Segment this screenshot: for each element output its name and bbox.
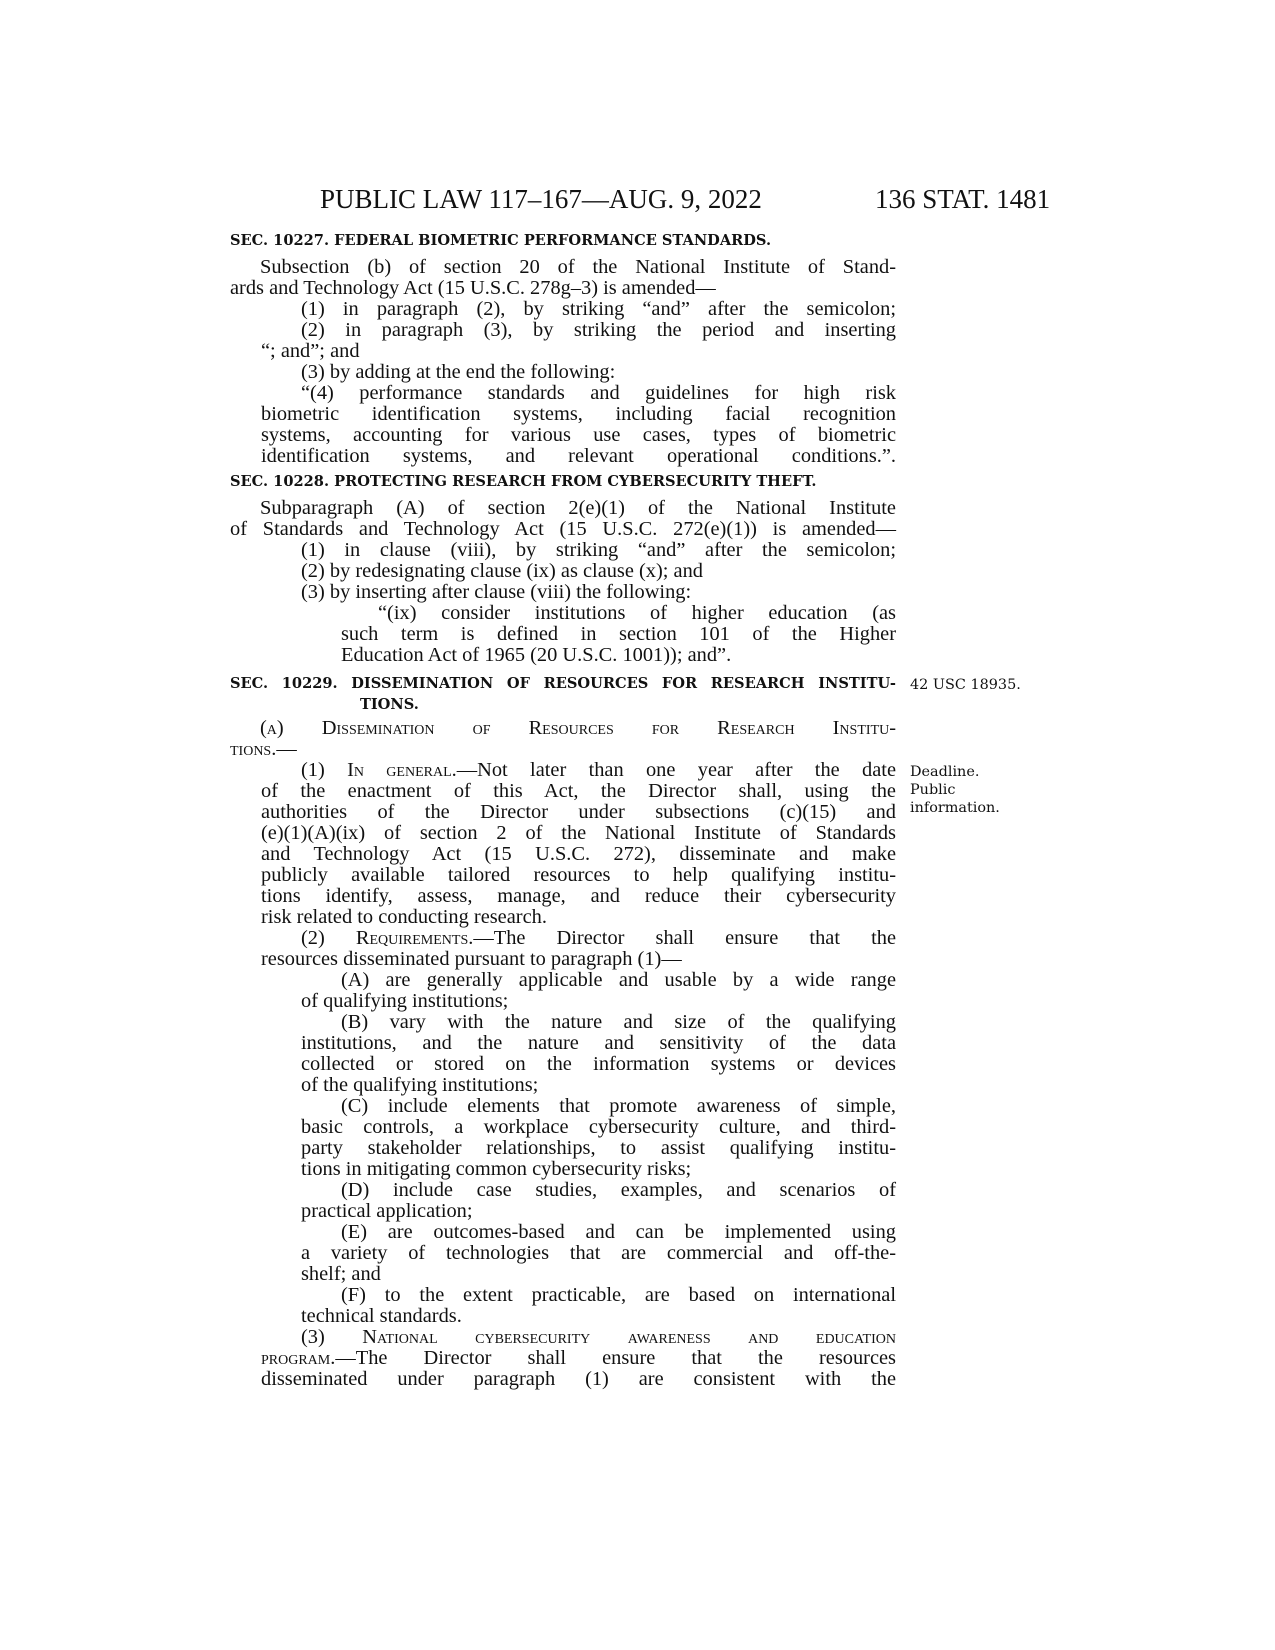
running-header-stat-page: 136 STAT. 1481: [875, 184, 1051, 214]
section-10227: [230, 230, 896, 251]
margin-note-deadline: [910, 763, 1000, 817]
list-item: (1) in clause (viii), by striking “and” after the semicolon;: [301, 539, 896, 561]
quoted-text: “(4) performance standards and guidelines for high risk: [301, 382, 896, 404]
section-10228: [230, 471, 896, 492]
intro-line: Subsection (b) of section 20 of the National Institute of Stand-: [260, 256, 896, 278]
list-item: (1) in paragraph (2), by striking “and” after the semicolon;: [301, 298, 896, 320]
subparagraph-line: basic controls, a workplace cybersecurity culture, and third-: [301, 1116, 896, 1138]
section-10228-body: [230, 498, 896, 666]
subparagraph-line: institutions, and the nature and sensitivity of the data: [301, 1032, 896, 1054]
section-heading: SEC. 10229. DISSEMINATION OF RESOURCES FOR RESEARCH INSTITU-: [230, 675, 896, 692]
paragraph-text: —Not later than one year after the date: [456, 759, 896, 781]
subparagraph-line: (D) include case studies, examples, and scenarios of: [341, 1179, 896, 1201]
subsection-heading-continuation: tions.—: [230, 738, 297, 760]
subparagraph-line: of qualifying institutions;: [301, 990, 509, 1012]
paragraph-line: [230, 760, 896, 781]
subparagraph-line: (A) are generally applicable and usable by a wide range: [341, 969, 896, 991]
paragraph-line: and Technology Act (15 U.S.C. 272), disseminate and make: [261, 843, 896, 865]
paragraph-label: (3) National cybersecurity awareness and education: [301, 1326, 896, 1348]
subparagraph-line: practical application;: [301, 1200, 473, 1222]
section-heading: SEC. 10228. PROTECTING RESEARCH FROM CYBERSECURITY THEFT.: [230, 473, 817, 490]
running-header-title: PUBLIC LAW 117–167—AUG. 9, 2022: [320, 184, 762, 214]
section-10229-body: [230, 718, 896, 1390]
paragraph-label: (2) Requirements.: [301, 927, 474, 949]
quoted-text: identification systems, and relevant operational conditions.”.: [261, 445, 896, 467]
subparagraph-line: (C) include elements that promote awareness of simple,: [341, 1095, 896, 1117]
margin-note-usc: [910, 676, 1021, 694]
subparagraph-line: (B) vary with the nature and size of the qualifying: [341, 1011, 896, 1033]
section-heading-continuation: TIONS.: [360, 696, 419, 713]
paragraph-line: disseminated under paragraph (1) are consistent with the: [261, 1368, 896, 1390]
intro-line: Subparagraph (A) of section 2(e)(1) of the National Institute: [260, 497, 896, 519]
margin-note-text: information.: [910, 800, 1000, 816]
paragraph-line: of the enactment of this Act, the Director shall, using the: [261, 780, 896, 802]
margin-note-text: 42 USC 18935.: [910, 677, 1021, 693]
section-10229: [230, 673, 896, 715]
paragraph-line: (e)(1)(A)(ix) of section 2 of the National Institute of Standards: [261, 822, 896, 844]
subparagraph-line: (E) are outcomes-based and can be implemented using: [341, 1221, 896, 1243]
list-item: (2) in paragraph (3), by striking the period and inserting: [301, 319, 896, 341]
paragraph-line: authorities of the Director under subsections (c)(15) and: [261, 801, 896, 823]
list-item: (2) by redesignating clause (ix) as clause (x); and: [301, 560, 703, 582]
subparagraph-line: technical standards.: [301, 1305, 462, 1327]
paragraph-text: —The Director shall ensure that the resources: [335, 1347, 896, 1369]
list-item: (3) by inserting after clause (viii) the following:: [301, 581, 692, 603]
section-10227-body: [230, 257, 896, 467]
quoted-text: “(ix) consider institutions of higher education (as: [378, 602, 896, 624]
subparagraph-line: tions in mitigating common cybersecurity risks;: [301, 1158, 692, 1180]
subparagraph-line: collected or stored on the information systems or devices: [301, 1053, 896, 1075]
subparagraph-line: of the qualifying institutions;: [301, 1074, 539, 1096]
paragraph-line: [230, 1348, 896, 1369]
paragraph-label: program.: [261, 1347, 336, 1369]
subsection-heading: (a) Dissemination of Resources for Research Institu-: [260, 717, 896, 739]
paragraph-line: risk related to conducting research.: [261, 906, 547, 928]
paragraph-line: resources disseminated pursuant to paragraph (1)—: [261, 948, 682, 970]
margin-note-text: Deadline.: [910, 764, 980, 780]
subparagraph-line: (F) to the extent practicable, are based on international: [341, 1284, 896, 1306]
quoted-text: systems, accounting for various use cases, types of biometric: [261, 424, 896, 446]
intro-line: ards and Technology Act (15 U.S.C. 278g–3) is amended—: [230, 277, 716, 299]
paragraph-label: (1) In general.: [301, 759, 457, 781]
paragraph-line: publicly available tailored resources to help qualifying institu-: [261, 864, 896, 886]
quoted-text: Education Act of 1965 (20 U.S.C. 1001)); and”.: [341, 644, 732, 666]
paragraph-line: [230, 928, 896, 949]
paragraph-line: tions identify, assess, manage, and reduce their cybersecurity: [261, 885, 896, 907]
paragraph-text: —The Director shall ensure that the: [473, 927, 896, 949]
section-heading: SEC. 10227. FEDERAL BIOMETRIC PERFORMANCE STANDARDS.: [230, 232, 772, 249]
quoted-text: such term is defined in section 101 of the Higher: [341, 623, 896, 645]
intro-line: of Standards and Technology Act (15 U.S.C. 272(e)(1)) is amended—: [230, 518, 896, 540]
subparagraph-line: party stakeholder relationships, to assist qualifying institu-: [301, 1137, 896, 1159]
quoted-text: biometric identification systems, including facial recognition: [261, 403, 896, 425]
subparagraph-line: a variety of technologies that are commercial and off-the-: [301, 1242, 896, 1264]
subparagraph-line: shelf; and: [301, 1263, 381, 1285]
list-item: (3) by adding at the end the following:: [301, 361, 616, 383]
margin-note-text: Public: [910, 782, 956, 798]
list-item-continuation: “; and”; and: [261, 340, 360, 362]
